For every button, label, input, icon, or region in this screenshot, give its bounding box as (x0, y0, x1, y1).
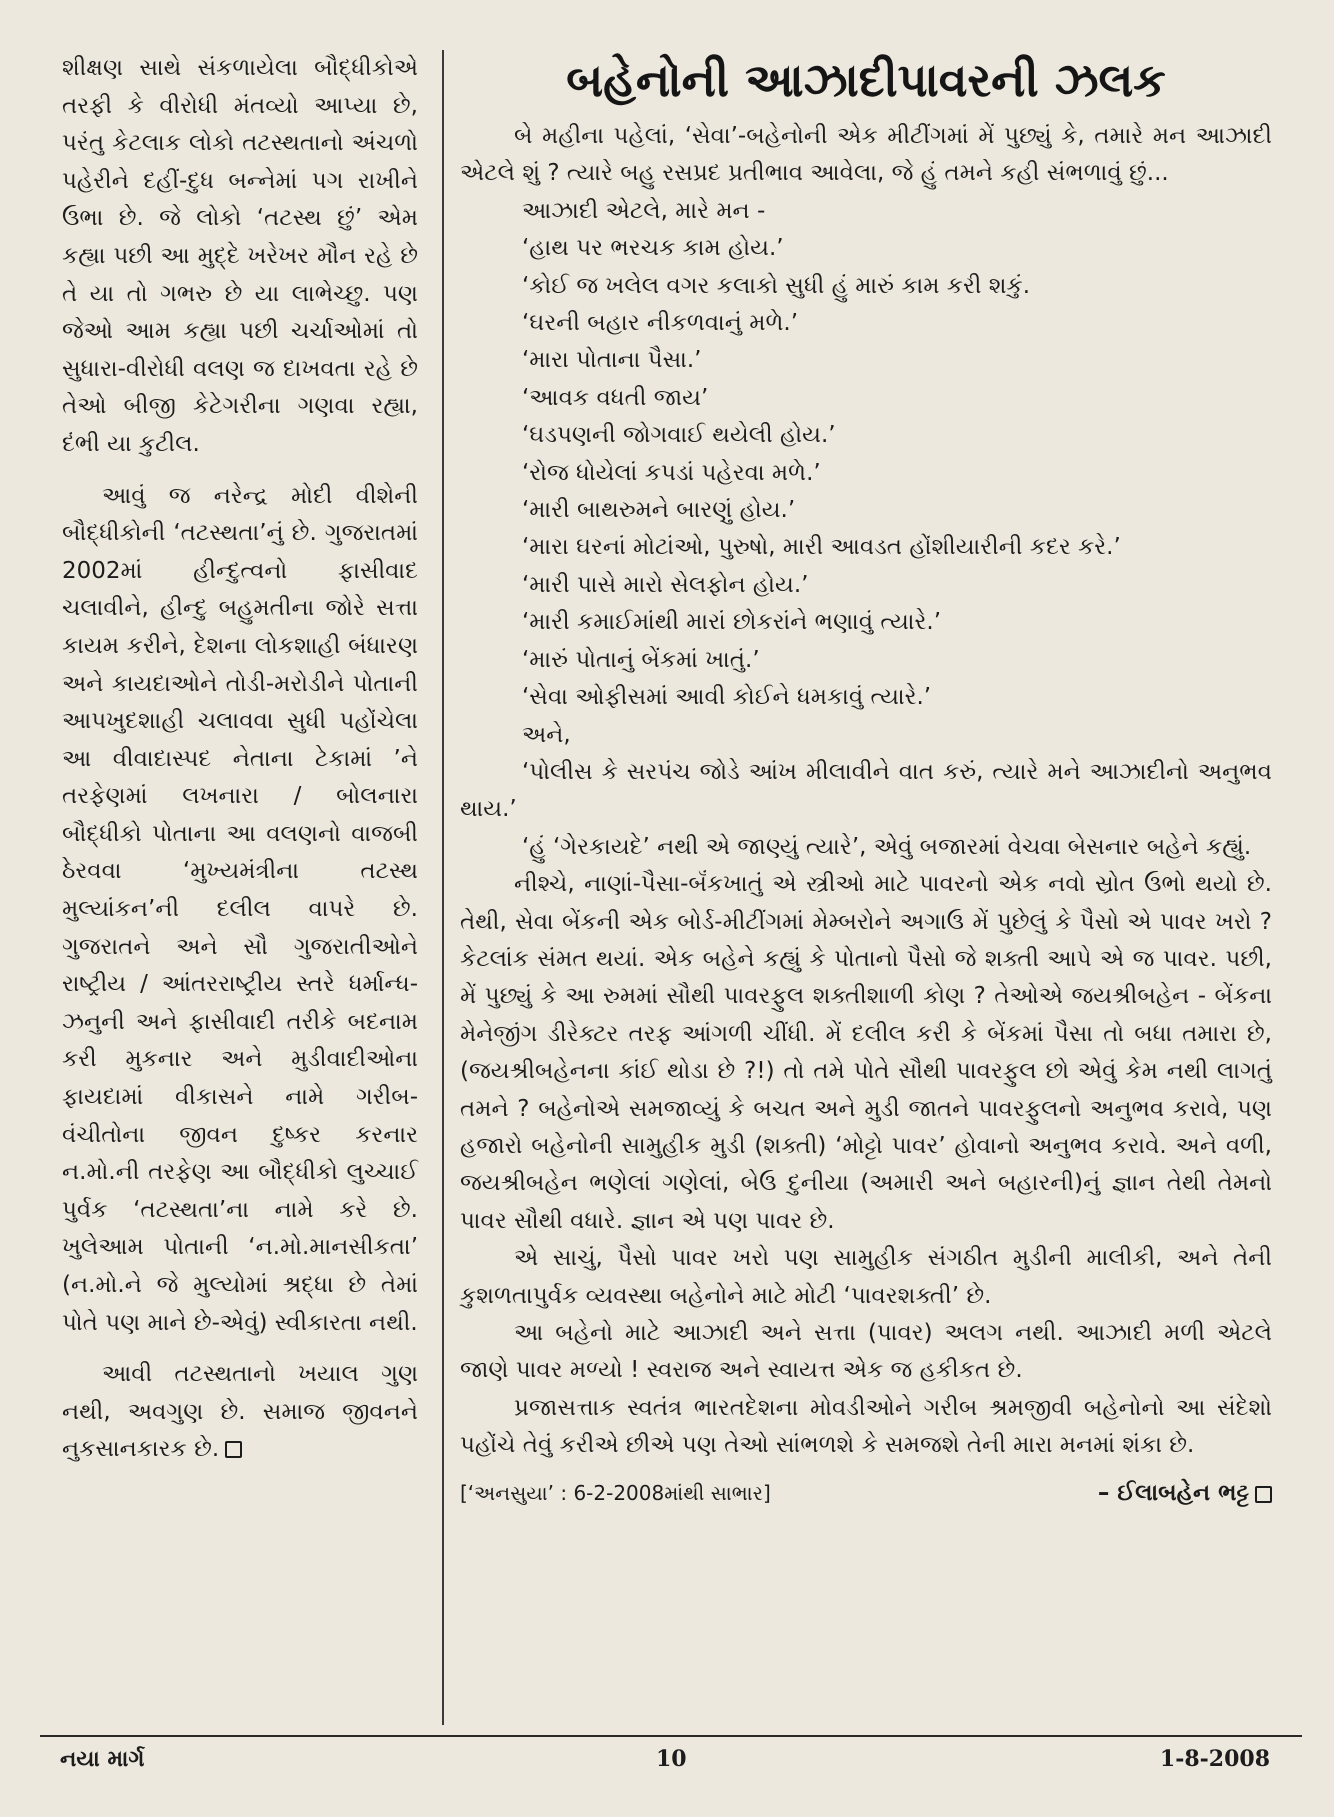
article-paragraph: પ્રજાસત્તાક સ્વતંત્ર ભારતદેશના મોવડીઓને ગરીબ શ્રમજીવી બહેનોનો આ સંદેશો પહોંચે તેવું કરીએ છીએ પણ તેઓ સાંભળશે કે સમજશે તેની મારા મનમાં શંકા છે. (460, 1394, 1272, 1459)
article-byline (460, 1475, 1272, 1512)
quote-item: ‘હાથ પર ભરચક કામ હોય.’ (522, 235, 784, 262)
issue-date: 1-8-2008 (1159, 1746, 1270, 1772)
left-paragraph-2: આવું જ નરેન્દ્ર મોદી વીશેની બૌદ્ધીકોની ‘તટસ્થતા’નું છે. ગુજરાતમાં 2002માં હીન્દુત્વનો ફાસીવાદ ચલાવીને, હીન્દુ બહુમતીના જોરે સત્તા કાયમ કરીને, દેશના લોકશાહી બંધારણ અને કાયદાઓને તોડી-મરોડીને પોતાની આપખુદશાહી ચલાવવા સુધી પહોંચેલા આ વીવાદાસ્પદ નેતાના ટેકામાં ’ને તરફેણમાં લખનારા / બોલનારા બૌદ્ધીકો પોતાના આ વલણનો વાજબી ઠેરવવા ‘મુખ્યમંત્રીના તટસ્થ મુલ્યાંકન’ની દલીલ વાપરે છે. ગુજરાતને અને સૌ ગુજરાતીઓને રાષ્ટ્રીય / આંતરરાષ્ટ્રીય સ્તરે ધર્માન્ધ-ઝનુની અને ફાસીવાદી તરીકે બદનામ કરી મુકનાર અને મુડીવાદીઓના ફાયદામાં વીકાસને નામે ગરીબ-વંચીતોના જીવન દુષ્કર કરનાર ન.મો.ની તરફેણ આ બૌદ્ધીકો લુચ્ચાઈ પુર્વક ‘તટસ્થતા’ના નામે કરે છે. ખુલેઆમ પોતાની ‘ન.મો.માનસીકતા’ (ન.મો.ને જે મુલ્યોમાં શ્રદ્ધા છે તેમાં પોતે પણ માને છે-એવું) સ્વીકારતા નથી. (62, 482, 418, 1336)
author-wrap (1098, 1475, 1272, 1512)
quote-item: ‘મારી કમાઈમાંથી મારાં છોકરાંને ભણાવું ત્યારે.’ (522, 609, 942, 636)
article-intro: બે મહીના પહેલાં, ‘સેવા’-બહેનોની એક મીટીંગમાં મેં પુછ્યું કે, તમારે મન આઝાદી એટલે શું ? ત્યારે બહુ રસપ્રદ પ્રતીભાવ આવેલા, જે હું તમને કહી સંભળાવું છું... (460, 123, 1272, 187)
quote-item: ‘મારી પાસે મારો સેલફોન હોય.’ (522, 571, 809, 598)
left-paragraph-1: શીક્ષણ સાથે સંકળાયેલા બૌદ્ધીકોએ તરફી કે વીરોધી મંતવ્યો આપ્યા છે, પરંતુ કેટલાક લોકો તટસ્થતાનો અંચળો પહેરીને દહીં-દુધ બન્નેમાં પગ રાખીને ઉભા છે. જે લોકો ‘તટસ્થ છું’ એમ કહ્યા પછી આ મુદ્દે ખરેખર મૌન રહે છે તે યા તો ગભરુ છે યા લાભેચ્છુ. પણ જેઓ આમ કહ્યા પછી ચર્ચાઓમાં તો સુધારા-વીરોધી વલણ જ દાખવતા રહે છે તેઓ બીજી કેટેગરીના ગણવા રહ્યા, દંભી યા કુટીલ. (62, 55, 418, 457)
quote-item-vendor: ‘હું ‘ગેરકાયદે’ નથી એ જાણ્યું ત્યારે’, એવું બજારમાં વેચવા બેસનાર બહેને કહ્યું. (522, 833, 1252, 860)
quote-item-police: ‘પોલીસ કે સરપંચ જોડે આંખ મીલાવીને વાત કરું, ત્યારે મને આઝાદીનો અનુભવ થાય.’ (460, 758, 1272, 823)
end-mark-icon (225, 1441, 242, 1458)
end-mark-icon (1255, 1486, 1272, 1503)
page-footer (60, 1746, 1270, 1786)
left-paragraph-3-text: આવી તટસ્થતાનો ખયાલ ગુણ નથી, અવગુણ છે. સમાજ જીવનને નુકસાનકારક છે. (62, 1361, 418, 1463)
article-paragraph: નીશ્ચે, નાણાં-પૈસા-બૅંકખાતું એ સ્ત્રીઓ માટે પાવરનો એક નવો સ્રોત ઉભો થયો છે. તેથી, સેવા બેંકની એક બોર્ડ-મીટીંગમાં મેમ્બરોને અગાઉ મેં પુછેલું કે પૈસો એ પાવર ખરો ? કેટલાંક સંમત થયાં. એક બહેને કહ્યું કે પોતાનો પૈસો જે શક્તી આપે એ જ પાવર. પછી, મેં પુછ્યું કે આ રુમમાં સૌથી પાવરફુલ શક્તીશાળી કોણ ? તેઓએ જયશ્રીબહેન - બેંકના મેનેજીંગ ડીરેક્ટર તરફ આંગળી ચીંધી. મેં દલીલ કરી કે બેંકમાં પૈસા તો બધા તમારા છે, (જયશ્રીબહેનના કાંઈ થોડા છે ?!) તો તમે પોતે સૌથી પાવરફુલ છો એવું કેમ નથી લાગતું તમને ? બહેનોએ સમજાવ્યું કે બચત અને મુડી જાતને પાવરફુલનો અનુભવ કરાવે, પણ હજારો બહેનોની સામુહીક મુડી (શક્તી) ‘મોટ્ટો પાવર’ હોવાનો અનુભવ કરાવે. અને વળી, જયશ્રીબહેન ભણેલાં ગણેલાં, બેઉ દુનીયા (અમારી અને બહારની)નું જ્ઞાન તેથી તેમનો પાવર સૌથી વધારે. જ્ઞાન એ પણ પાવર છે. (460, 871, 1272, 1234)
author-name: – ઈલાબહેન ભટ્ટ (1097, 1479, 1249, 1506)
quote-item: ‘મારા ઘરનાં મોટાંઓ, પુરુષો, મારી આવડત હોંશીયારીની કદર કરે.’ (522, 534, 1121, 561)
column-divider (442, 50, 444, 1725)
quote-item: ‘ઘરની બહાર નીકળવાનું મળે.’ (522, 310, 799, 337)
quote-item: ‘રોજ ધોયેલાં કપડાં પહેરવા મળે.’ (522, 459, 821, 486)
article-title: બહેનોની આઝાદીપાવરની ઝલક (566, 53, 1166, 107)
left-column (62, 50, 418, 1483)
page-number: 10 (656, 1746, 687, 1772)
left-paragraph-3 (62, 1356, 418, 1469)
quote-item: ‘મારા પોતાના પૈસા.’ (522, 347, 702, 374)
quote-item: ‘સેવા ઓફીસમાં આવી કોઈને ધમકાવું ત્યારે.’ (522, 684, 932, 711)
source-credit: [‘અનસુયા’ : 6-2-2008માંથી સાભાર] (460, 1480, 771, 1505)
article-lead: આઝાદી એટલે, મારે મન - (522, 197, 766, 224)
quote-item: ‘મારું પોતાનું બેંકમાં ખાતું.’ (522, 646, 760, 673)
quote-item: ‘મારી બાથરુમને બારણું હોય.’ (522, 497, 796, 524)
article-paragraph: એ સાચું, પૈસો પાવર ખરો પણ સામુહીક સંગઠીત મુડીની માલીકી, અને તેની કુશળતાપુર્વક વ્યવસ્થા બહેનોને માટે મોટી ‘પાવરશક્તી’ છે. (460, 1245, 1272, 1309)
quote-item: ‘કોઈ જ ખલેલ વગર કલાકો સુધી હું મારું કામ કરી શકું. (522, 272, 1031, 299)
quote-item: ‘ઘડપણની જોગવાઈ થયેલી હોય.’ (522, 422, 836, 449)
article-column (460, 50, 1272, 1512)
quote-item: ‘આવક વધતી જાય’ (522, 384, 709, 411)
publication-name: નયા માર્ગ (60, 1746, 145, 1772)
footer-rule (40, 1735, 1302, 1737)
article-paragraph: આ બહેનો માટે આઝાદી અને સત્તા (પાવર) અલગ નથી. આઝાદી મળી એટલે જાણે પાવર મળ્યો ! સ્વરાજ અને સ્વાયત્ત એક જ હકીકત છે. (460, 1320, 1272, 1384)
quote-item: અને, (522, 721, 571, 748)
